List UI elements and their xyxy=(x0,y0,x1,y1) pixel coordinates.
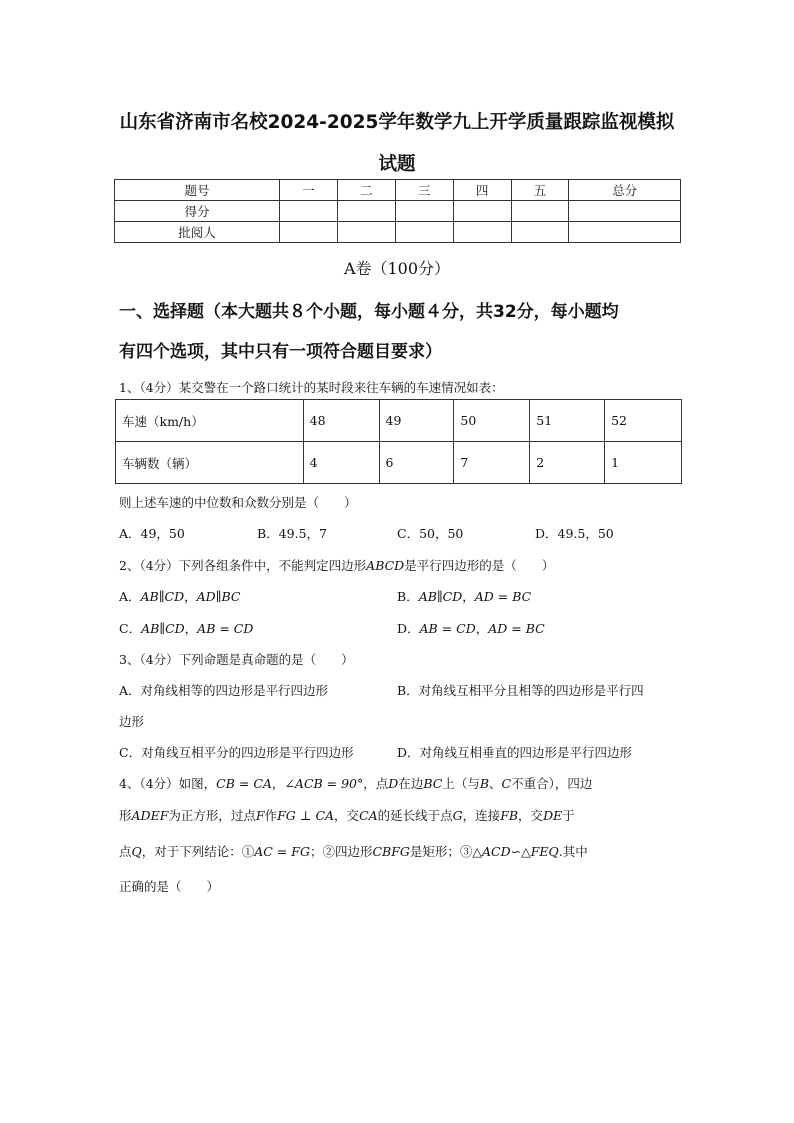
speed-table xyxy=(115,399,682,484)
question-4-line1 xyxy=(119,774,592,792)
option-c[interactable]: C．50，50 xyxy=(397,526,464,541)
option-a[interactable]: A．49，50 xyxy=(119,526,185,541)
table-cell: 车辆数（辆） xyxy=(116,442,304,484)
table-cell: 题号 xyxy=(115,180,280,201)
option-label: D． xyxy=(397,621,420,636)
text: ， xyxy=(184,621,198,636)
question-3-stem: 3、（4分）下列命题是真命题的是（ ） xyxy=(119,652,354,667)
reviewer-input-cell[interactable] xyxy=(280,222,338,243)
reviewer-input-cell[interactable] xyxy=(337,222,395,243)
text: ，点 xyxy=(363,776,389,791)
table-cell: 总分 xyxy=(569,180,681,201)
table-cell: 三 xyxy=(395,180,453,201)
option-c[interactable]: C．对角线互相平分的四边形是平行四边形 xyxy=(119,745,354,760)
math: G xyxy=(452,808,463,823)
math: AB∥CD xyxy=(141,621,185,636)
question-2-stem xyxy=(119,556,554,574)
math: C xyxy=(501,776,512,791)
math: CA xyxy=(359,808,378,823)
score-input-cell[interactable] xyxy=(337,201,395,222)
table-cell: 一 xyxy=(280,180,338,201)
math: AD = BC xyxy=(474,589,532,604)
section-heading: 一、选择题（本大题共８个小题，每小题４分，共32分，每小题均 xyxy=(119,302,619,322)
text: 形 xyxy=(119,808,132,823)
math: AB∥CD xyxy=(418,589,463,604)
table-cell: 1 xyxy=(605,442,682,484)
question-4-line3 xyxy=(119,842,588,860)
score-table xyxy=(114,179,681,243)
table-cell: 二 xyxy=(337,180,395,201)
text: ， xyxy=(271,776,285,791)
option-label: C． xyxy=(119,621,142,636)
text: ；②四边形 xyxy=(309,844,373,859)
table-cell: 4 xyxy=(303,442,379,484)
option-d[interactable]: D．49.5，50 xyxy=(535,526,614,541)
text: ，连接 xyxy=(462,808,501,823)
option-d[interactable]: D．对角线互相垂直的四边形是平行四边形 xyxy=(397,745,633,760)
table-cell: 50 xyxy=(454,400,530,442)
math: Q xyxy=(131,844,142,859)
question-4-line4: 正确的是（ ） xyxy=(119,879,220,894)
text: ，交 xyxy=(518,808,544,823)
option-label: A． xyxy=(119,589,141,604)
score-table-header xyxy=(115,180,681,201)
math: CBFG xyxy=(372,844,410,859)
math: B xyxy=(479,776,490,791)
table-row xyxy=(116,400,682,442)
table-cell: 6 xyxy=(379,442,454,484)
text: ， xyxy=(475,621,489,636)
option-d[interactable] xyxy=(397,619,545,637)
text: 是矩形；③ xyxy=(409,844,473,859)
score-input-cell[interactable] xyxy=(511,201,569,222)
math: AB∥CD xyxy=(140,589,185,604)
option-b[interactable]: B．对角线互相平分且相等的四边形是平行四 xyxy=(397,683,644,698)
table-cell: 车速（km/h） xyxy=(116,400,304,442)
page-title: 山东省济南市名校2024-2025学年数学九上开学质量跟踪监视模拟 xyxy=(119,112,675,133)
table-cell: 48 xyxy=(303,400,379,442)
text: ，交 xyxy=(334,808,360,823)
text: 为正方形，过点 xyxy=(168,808,256,823)
text: 、 xyxy=(489,776,502,791)
text: 4、（4分）如图， xyxy=(119,776,217,791)
table-cell: 批阅人 xyxy=(115,222,280,243)
table-cell: 7 xyxy=(454,442,530,484)
text: 于 xyxy=(562,808,575,823)
table-cell: 四 xyxy=(453,180,511,201)
option-a[interactable] xyxy=(119,587,240,605)
table-cell: 2 xyxy=(530,442,605,484)
reviewer-input-cell[interactable] xyxy=(453,222,511,243)
text: 上（与 xyxy=(442,776,480,791)
option-b[interactable] xyxy=(397,587,531,605)
score-input-cell[interactable] xyxy=(569,201,681,222)
volume-a-heading: A卷（100分） xyxy=(343,259,451,278)
score-input-cell[interactable] xyxy=(453,201,511,222)
text: ，对于下列结论：① xyxy=(141,844,255,859)
option-b[interactable]: B．49.5，7 xyxy=(257,526,327,541)
section-heading-line2: 有四个选项，其中只有一项符合题目要求） xyxy=(119,342,442,362)
question-1-stem: 1、（4分）某交警在一个路口统计的某时段来往车辆的车速情况如表： xyxy=(119,380,504,395)
text: .其中 xyxy=(558,844,588,859)
text: 的延长线于点 xyxy=(377,808,453,823)
math: AD∥BC xyxy=(196,589,241,604)
score-input-cell[interactable] xyxy=(280,201,338,222)
math: ∠ACB = 90° xyxy=(284,776,364,791)
reviewer-input-cell[interactable] xyxy=(511,222,569,243)
math: AD = BC xyxy=(488,621,545,636)
reviewer-row xyxy=(115,222,681,243)
text: 在边 xyxy=(398,776,424,791)
option-b-continued[interactable]: 边形 xyxy=(119,714,145,729)
math: ADEF xyxy=(131,808,169,823)
math: AC = FG xyxy=(254,844,310,859)
reviewer-input-cell[interactable] xyxy=(395,222,453,243)
text: 不重合），四边 xyxy=(511,776,593,791)
score-input-cell[interactable] xyxy=(395,201,453,222)
table-cell: 49 xyxy=(379,400,454,442)
table-cell: 52 xyxy=(605,400,682,442)
math: FG ⊥ CA xyxy=(277,808,335,823)
math: CB = CA xyxy=(216,776,272,791)
math: FB xyxy=(500,808,519,823)
text: 是平行四边形的是（ ） xyxy=(404,558,555,573)
math: BC xyxy=(423,776,443,791)
math: D xyxy=(388,776,399,791)
page-title-line2: 试题 xyxy=(378,154,416,175)
reviewer-input-cell[interactable] xyxy=(569,222,681,243)
math: AB = CD xyxy=(197,621,254,636)
text: 作 xyxy=(264,808,278,823)
math: ABCD xyxy=(366,558,405,573)
option-label: B． xyxy=(397,589,419,604)
text: 2、（4分）下列各组条件中，不能判定四边形 xyxy=(119,558,367,573)
text: ， xyxy=(462,589,475,604)
table-cell: 得分 xyxy=(115,201,280,222)
option-a[interactable]: A．对角线相等的四边形是平行四边形 xyxy=(119,683,329,698)
text: 点 xyxy=(119,844,132,859)
table-row xyxy=(116,442,682,484)
question-1-text: 则上述车速的中位数和众数分别是（ ） xyxy=(119,495,357,510)
score-row xyxy=(115,201,681,222)
math: AB = CD xyxy=(419,621,476,636)
math: △ACD∽△FEQ xyxy=(472,844,559,859)
math: DE xyxy=(543,808,563,823)
table-cell: 五 xyxy=(511,180,569,201)
option-c[interactable] xyxy=(119,619,253,637)
text: ， xyxy=(184,589,197,604)
math: F xyxy=(255,808,265,823)
question-4-line2 xyxy=(119,806,575,824)
table-cell: 51 xyxy=(530,400,605,442)
